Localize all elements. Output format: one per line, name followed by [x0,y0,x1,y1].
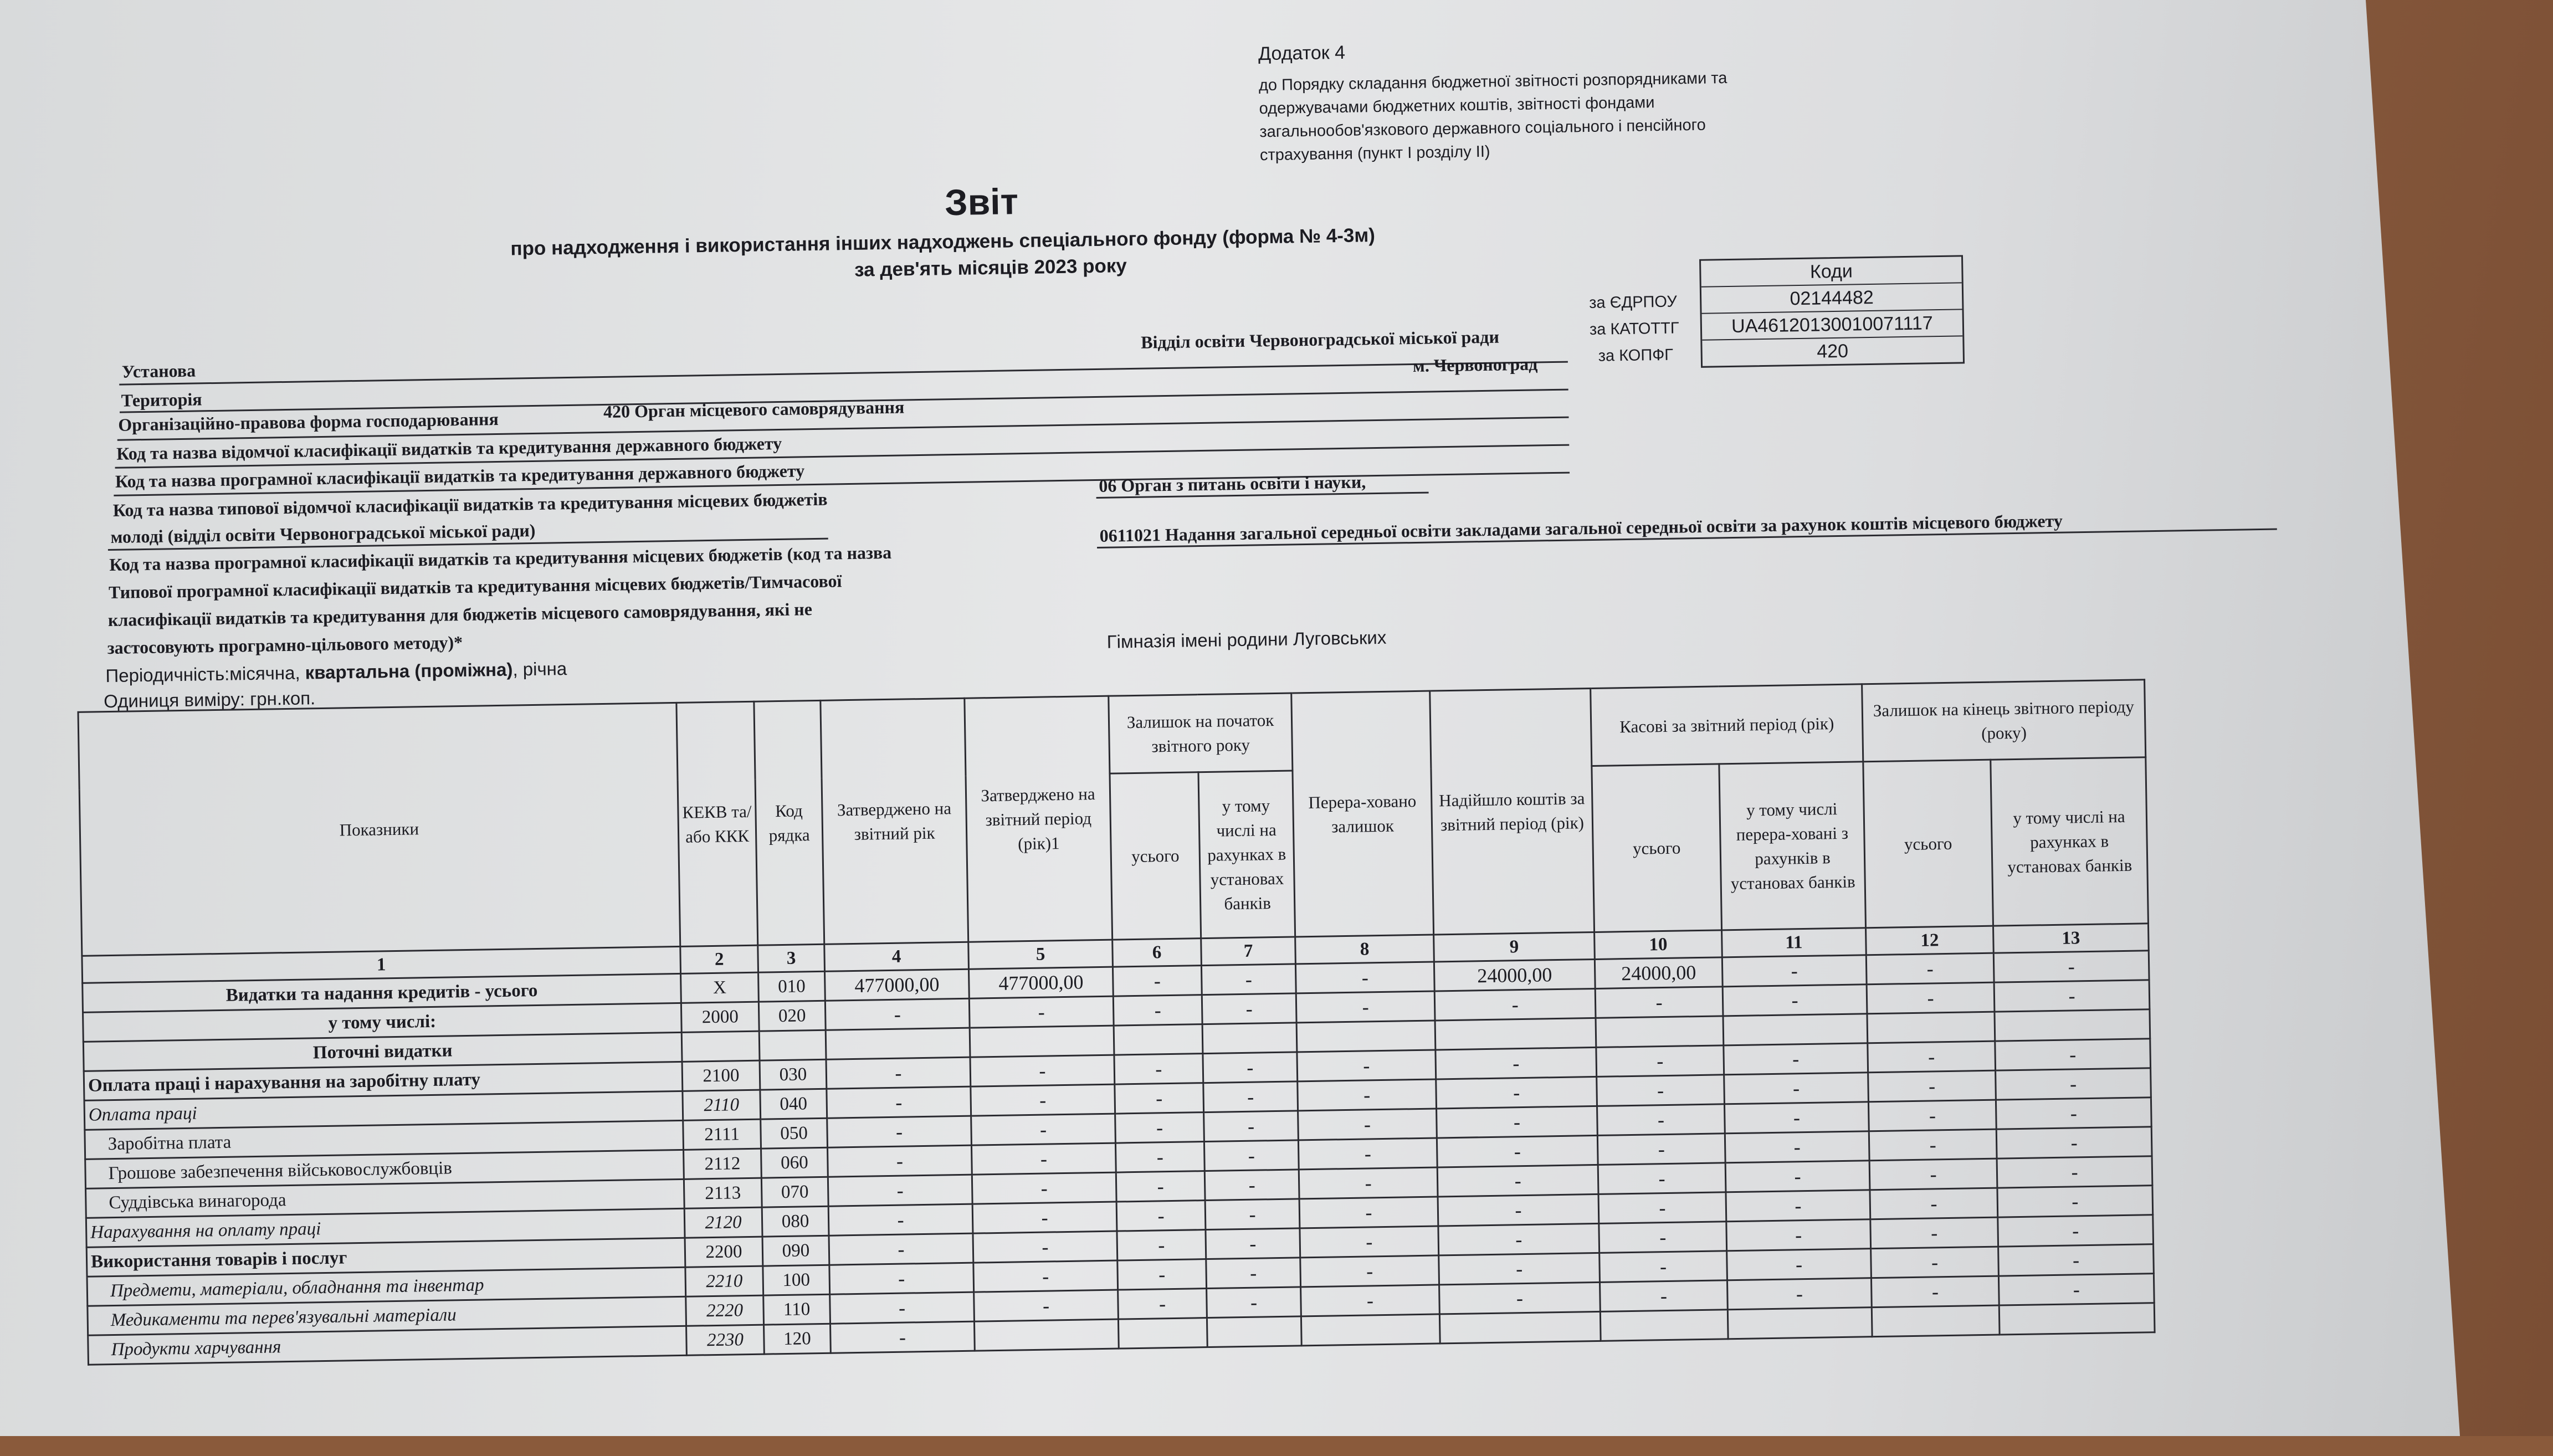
row-value-col-11: - [1724,1043,1868,1075]
row-value-col-13: - [1995,1039,2151,1070]
row-code: 080 [762,1206,829,1237]
row-value-col-6: - [1117,1259,1207,1290]
row-value-col-10: - [1596,1045,1724,1077]
row-value-col-5: - [973,1231,1117,1263]
row-indicator-name: Медикаменти та перев'язувальні матеріали [88,1296,686,1335]
row-value-col-9: - [1436,1047,1597,1079]
report-period: за дев'ять місяців 2023 року [854,255,1127,281]
row-indicator-name: Оплата праці [84,1091,683,1130]
header-cash-transferred: у тому числі перера-ховані з рахунків в установах банків [1719,762,1866,930]
row-code: 070 [761,1177,828,1207]
row-value-col-8: - [1296,991,1435,1023]
col-num: 9 [1434,932,1595,962]
row-value-col-13: - [1998,1274,2154,1305]
row-value-col-7: - [1203,1052,1298,1083]
row-value-col-4: - [831,1321,975,1353]
col-num: 8 [1295,935,1434,964]
row-value-col-10: - [1600,1251,1727,1283]
header-transferred-balance: Перера-ховано залишок [1291,691,1434,937]
appendix-line-2: одержувачами бюджетних коштів, звітності фондами [1259,94,1655,118]
row-indicator-name: Суддівська винагорода [86,1179,685,1218]
row-value-col-9: 24000,00 [1434,959,1595,991]
row-value-col-5: - [971,1143,1116,1175]
row-value-col-4: - [827,1086,971,1118]
row-indicator-name: Поточні видатки [83,1032,682,1071]
row-value-col-13: - [1993,951,2149,982]
row-code: 050 [761,1118,828,1149]
periodicity: Періодичність:місячна, квартальна (проміжна), річна [105,658,567,686]
row-kekv: 2113 [684,1178,762,1208]
appendix-title: Додаток 4 [1258,42,1346,65]
row-code: 010 [758,971,826,1002]
row-value-col-12: - [1868,1070,1996,1102]
row-value-col-9: - [1437,1165,1598,1197]
row-kekv: 2220 [686,1295,764,1326]
row-value-col-5: - [972,1172,1116,1204]
row-indicator-name: Продукти харчування [88,1326,687,1365]
row-indicator-name: Використання товарів і послуг [86,1238,685,1276]
row-value-col-6 [1114,1024,1203,1055]
row-value-col-4: - [829,1263,974,1294]
table-body [83,951,2155,1365]
row-value-col-6: - [1117,1230,1206,1261]
row-value-col-8 [1301,1314,1440,1346]
row-value-col-10: - [1597,1075,1725,1106]
row-kekv: 2200 [685,1237,763,1267]
row-value-col-12 [1872,1305,2000,1337]
row-value-col-10: - [1599,1222,1727,1253]
col-num: 11 [1722,928,1867,957]
row-value-col-9: - [1437,1106,1598,1138]
row-value-col-7: - [1203,1081,1298,1112]
row-kekv [681,1031,760,1062]
row-value-col-10: - [1595,987,1723,1018]
row-value-col-12: - [1871,1247,1999,1278]
row-value-col-11: - [1724,1102,1869,1134]
row-value-col-4: 477000,00 [825,969,970,1001]
row-value-col-9 [1435,1018,1596,1050]
row-value-col-13: - [1998,1244,2154,1276]
row-value-col-5: - [970,1055,1115,1086]
row-value-col-5: - [972,1202,1117,1233]
row-value-col-8: - [1298,1109,1437,1140]
row-value-col-10: - [1598,1192,1726,1224]
row-value-col-7: - [1202,993,1296,1024]
header-balance-start: Залишок на початок звітного року [1109,693,1293,773]
col-num: 5 [968,940,1113,969]
row-value-col-12: - [1867,982,1995,1014]
row-value-col-11: - [1725,1131,1869,1163]
row-value-col-4: - [827,1116,972,1147]
local-dept-classification-label: Код та назва типової відомчої класифікації видатків та кредитування місцевих бюджетів [112,489,828,520]
local-prog-classification-line-2: Типової програмної класифікації видатків та кредитування місцевих бюджетів/Тимчасової [108,571,842,603]
row-value-col-10: - [1600,1280,1728,1312]
row-indicator-name: у тому числі: [83,1003,682,1042]
row-value-col-9 [1439,1311,1601,1344]
row-value-col-5: - [969,996,1114,1028]
institution-value: Відділ освіти Червоноградської міської ради [1140,326,1500,352]
row-value-col-6: - [1113,966,1202,997]
row-value-col-7: - [1201,964,1296,995]
row-value-col-5: - [973,1260,1118,1292]
state-dept-classification: Код та назва відомчої класифікації видатків та кредитування державного бюджету [116,433,782,464]
row-value-col-4: - [828,1204,973,1235]
header-approved-year: Затверджено на звітний рік [821,698,968,944]
row-indicator-name: Грошове забезпечення військовослужбовців [85,1150,684,1188]
row-value-col-12 [1867,1012,1995,1043]
row-code: 090 [762,1235,829,1266]
territory-label: Територія [121,389,202,411]
row-value-col-12: - [1871,1276,1999,1308]
row-kekv: X [681,972,759,1003]
header-balance-end: Залишок на кінець звітного періоду (року) [1862,680,2146,762]
row-value-col-9: - [1436,1076,1597,1109]
row-value-col-12: - [1866,953,1994,985]
row-value-col-12: - [1868,1100,1996,1131]
row-code: 040 [760,1089,827,1119]
row-value-col-12: - [1868,1041,1996,1073]
unit-of-measure: Одиниця виміру: грн.коп. [103,688,316,712]
row-value-col-13: - [1997,1156,2152,1188]
legal-form-value: 420 Орган місцевого самоврядування [603,397,905,422]
row-kekv: 2110 [683,1090,761,1120]
row-value-col-11 [1727,1308,1872,1339]
row-value-col-8: - [1300,1226,1439,1258]
header-received: Надійшло коштів за звітний період (рік) [1430,689,1595,935]
row-value-col-10 [1600,1310,1728,1341]
row-value-col-5: - [974,1290,1119,1321]
row-value-col-4: - [829,1233,973,1265]
row-value-col-13: - [1994,980,2150,1012]
row-value-col-9: - [1439,1253,1600,1285]
row-value-col-13: - [1996,1127,2152,1158]
row-kekv: 2000 [681,1002,759,1032]
row-value-col-7: - [1204,1140,1299,1171]
row-value-col-9: - [1439,1282,1601,1314]
row-indicator-name: Заробітна плата [85,1120,684,1159]
row-value-col-6: - [1116,1171,1205,1202]
row-value-col-8: - [1297,1050,1436,1081]
row-code: 030 [760,1059,827,1090]
row-value-col-5: - [971,1114,1116,1145]
appendix-line-3: загальнообов'язкового державного соціального і пенсійного [1259,116,1706,141]
header-approved-period: Затверджено на звітний період (рік)1 [965,696,1113,942]
row-value-col-4: - [825,998,970,1030]
row-code: 110 [763,1294,831,1325]
row-kekv: 2112 [684,1149,762,1179]
row-value-col-12: - [1869,1129,1997,1161]
state-prog-classification: Код та назва програмної класифікації видатків та кредитування державного бюджету [115,460,805,491]
row-value-col-8: - [1299,1167,1438,1199]
row-value-col-11 [1723,1014,1868,1045]
report-table [77,679,2155,1365]
col-num: 3 [758,944,825,972]
legal-form-label: Організаційно-правова форма господарювання [118,408,499,435]
row-code: 100 [763,1265,830,1295]
row-indicator-name: Предмети, матеріали, обладнання та інвентар [87,1267,686,1306]
row-value-col-11: - [1725,1161,1870,1192]
row-value-col-13: - [1998,1215,2154,1247]
row-value-col-9: - [1438,1223,1600,1255]
header-balance-start-banks: у тому числі на рахунках в установах банків [1198,771,1295,939]
row-value-col-8: - [1298,1138,1437,1170]
row-value-col-7: - [1205,1199,1300,1230]
code-katottg: UA46120130010071117 [1702,310,1963,340]
row-value-col-5 [970,1026,1114,1057]
row-kekv: 2120 [684,1207,762,1238]
header-cash-expenses: Касові за звітний період (рік) [1591,684,1863,766]
row-value-col-11: - [1722,955,1867,987]
row-code: 060 [761,1147,828,1178]
row-value-col-7: - [1207,1287,1301,1318]
row-value-col-6: - [1116,1201,1206,1232]
appendix-line-1: до Порядку складання бюджетної звітності розпорядниками та [1258,69,1727,95]
row-value-col-6: - [1114,1054,1203,1085]
row-value-col-8: - [1298,1079,1437,1111]
row-value-col-11: - [1724,1073,1869,1104]
appendix-line-4: страхування (пункт І розділу ІІ) [1259,142,1490,165]
code-label-edrpou: за ЄДРПОУ [1588,293,1677,312]
local-prog-classification-value: 0611021 Надання загальної середньої освіти закладами загальної середньої освіти за рахунок коштів місцевого бюджету [1099,510,2063,546]
row-value-col-7: - [1206,1228,1300,1259]
local-dept-classification-value: 06 Орган з питань освіти і науки, [1099,471,1366,496]
territory-value: м. Червоноград [1412,353,1538,376]
code-kopfg: 420 [1816,340,1849,362]
row-value-col-4: - [828,1175,972,1206]
col-num: 4 [824,942,969,971]
row-value-col-7 [1207,1316,1301,1347]
col-num: 7 [1201,937,1296,966]
header-row-code: Код рядка [754,700,824,945]
col-num: 10 [1595,930,1722,960]
codes-box [1699,255,1965,367]
local-prog-classification-line-4: застосовують програмно-цільового методу)* [107,632,463,658]
row-value-col-10: 24000,00 [1595,957,1722,989]
row-value-col-13 [1999,1303,2155,1335]
report-title: Звіт [944,181,1019,223]
row-value-col-8 [1296,1021,1436,1052]
header-indicators: Показники [78,703,680,956]
row-value-col-11: - [1726,1219,1871,1251]
row-value-col-5: - [971,1084,1115,1116]
row-indicator-name: Оплата праці і нарахування на заробітну плату [84,1062,683,1100]
row-value-col-12: - [1869,1158,1997,1190]
row-value-col-12: - [1870,1217,1998,1249]
row-kekv: 2100 [682,1060,760,1091]
row-value-col-12: - [1870,1188,1998,1219]
row-value-col-13 [1995,1009,2150,1041]
institution-underline [119,361,1568,386]
row-value-col-6: - [1115,1112,1204,1144]
col-num: 6 [1113,939,1202,967]
header-kekv: КЕКВ та/або ККК [676,701,758,946]
local-prog-classification-line-3: класифікації видатків та кредитування для бюджетів місцевого самоврядування, які не [107,599,813,630]
row-value-col-5 [974,1319,1119,1351]
row-value-col-11: - [1722,985,1867,1016]
row-value-col-4: - [830,1292,975,1324]
code-label-katottg: за КАТОТТГ [1589,319,1679,339]
row-value-col-11: - [1727,1278,1872,1310]
row-value-col-9: - [1434,988,1596,1021]
row-kekv: 2210 [685,1266,763,1296]
col-num: 1 [82,946,681,983]
local-dept-classification-cont: молоді (відділ освіти Червоноградської міської ради) [110,520,536,547]
code-edrpou: 02144482 [1701,283,1962,314]
row-value-col-11: - [1726,1190,1870,1222]
row-value-col-7: - [1204,1111,1299,1142]
row-value-col-10 [1596,1016,1724,1048]
row-value-col-4 [826,1028,970,1059]
row-value-col-6: - [1115,1142,1204,1173]
row-value-col-7 [1202,1023,1297,1054]
code-label-kopfg: за КОПФГ [1598,346,1674,365]
row-value-col-13: - [1996,1068,2151,1100]
codes-heading: Коди [1701,257,1962,287]
row-value-col-6 [1118,1318,1207,1349]
row-indicator-name: Нарахування на оплату праці [86,1208,685,1247]
row-value-col-13: - [1996,1098,2151,1129]
row-code [759,1030,826,1060]
row-code: 120 [764,1324,831,1354]
row-value-col-8: - [1295,962,1434,993]
row-value-col-7: - [1204,1170,1299,1201]
row-value-col-8: - [1300,1255,1439,1287]
row-value-col-7: - [1206,1258,1301,1289]
col-num: 13 [1993,924,2149,953]
row-value-col-10: - [1597,1134,1725,1165]
col-num: 2 [680,945,758,973]
row-value-col-13: - [1997,1186,2153,1217]
header-balance-start-total: усього [1110,772,1201,940]
institution-label: Установа [121,360,196,382]
row-code: 020 [758,1001,826,1031]
row-value-col-10: - [1598,1163,1726,1194]
row-value-col-6: - [1118,1289,1207,1320]
row-value-col-11: - [1727,1249,1872,1280]
row-value-col-4: - [826,1057,971,1089]
row-value-col-5: 477000,00 [968,967,1113,998]
row-kekv: 2230 [686,1325,765,1355]
report-subtitle: про надходження і використання інших надходжень спеціального фонду (форма № 4-3м) [510,224,1376,260]
row-indicator-name: Видатки та надання кредитів - усього [83,973,681,1012]
local-prog-classification-line-1: Код та назва програмної класифікації видатків та кредитування місцевих бюджетів (код та назва [109,542,892,575]
row-value-col-4: - [828,1145,972,1177]
row-value-col-9: - [1437,1135,1598,1167]
row-value-col-10: - [1597,1104,1725,1136]
col-num: 12 [1866,926,1994,955]
header-cash-total: усього [1592,764,1722,932]
row-value-col-9: - [1438,1194,1599,1226]
row-value-col-6: - [1115,1083,1204,1114]
row-value-col-6: - [1113,995,1202,1026]
header-balance-end-total: усього [1863,760,1993,928]
header-balance-end-banks: у тому числі на рахунках в установах банків [1991,757,2149,926]
school-name: Гімназія імені родини Луговських [1106,627,1387,652]
row-value-col-8: - [1301,1285,1440,1316]
row-value-col-8: - [1299,1197,1438,1228]
row-kekv: 2111 [683,1119,761,1150]
